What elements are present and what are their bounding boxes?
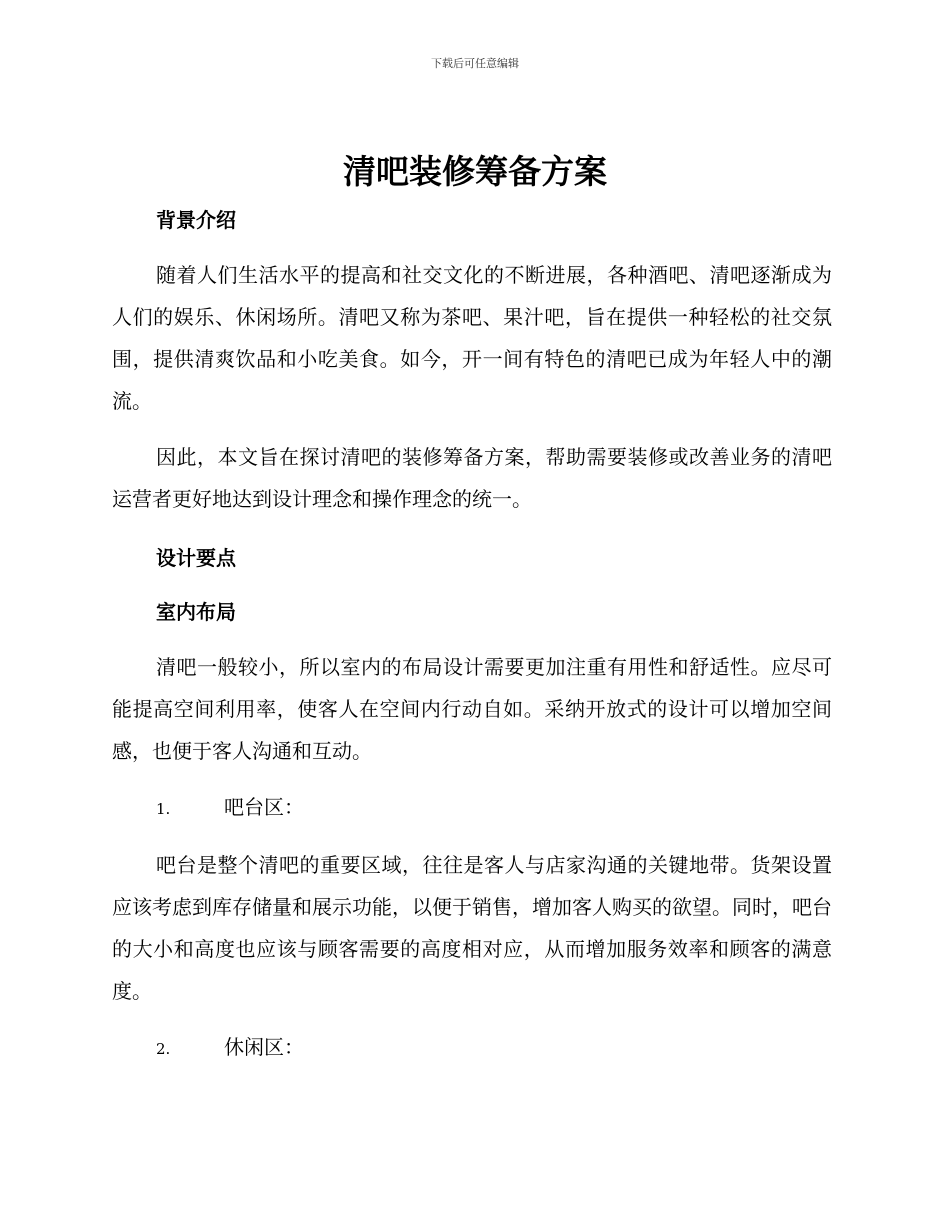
section-heading-background: 背景介绍 [156, 208, 236, 232]
list-item-bar-area [112, 786, 832, 830]
list-label: 休闲区： [224, 1035, 304, 1059]
list-number: 2. [156, 1040, 171, 1058]
list-label: 吧台区： [224, 795, 304, 819]
header-note: 下载后可任意编辑 [431, 57, 519, 70]
section-heading-design: 设计要点 [156, 546, 236, 570]
sub-heading-interior-layout: 室内布局 [156, 600, 236, 624]
paragraph-interior-layout: 清吧一般较小，所以室内的布局设计需要更加注重有用性和舒适性。应尽可能提高空间利用率，使客人在空间内行动自如。采纳开放式的设计可以增加空间感，也便于客人沟通和互动。 [112, 655, 832, 763]
paragraph-background-1: 随着人们生活水平的提高和社交文化的不断进展，各种酒吧、清吧逐渐成为人们的娱乐、休闲场所。清吧又称为茶吧、果汁吧，旨在提供一种轻松的社交氛围，提供清爽饮品和小吃美食。如今，开一间有特色的清吧已成为年轻人中的潮流。 [112, 263, 832, 413]
paragraph-background-2: 因此，本文旨在探讨清吧的装修筹备方案，帮助需要装修或改善业务的清吧运营者更好地达到设计理念和操作理念的统一。 [112, 445, 832, 511]
document-title: 清吧装修筹备方案 [343, 152, 607, 191]
paragraph-bar-area: 吧台是整个清吧的重要区域，往往是客人与店家沟通的关键地带。货架设置应该考虑到库存储量和展示功能，以便于销售，增加客人购买的欲望。同时，吧台的大小和高度也应该与顾客需要的高度相对应，从而增加服务效率和顾客的满意度。 [112, 853, 832, 1003]
list-number: 1. [156, 800, 171, 818]
document-body [112, 200, 832, 1070]
list-item-lounge-area [112, 1026, 832, 1070]
